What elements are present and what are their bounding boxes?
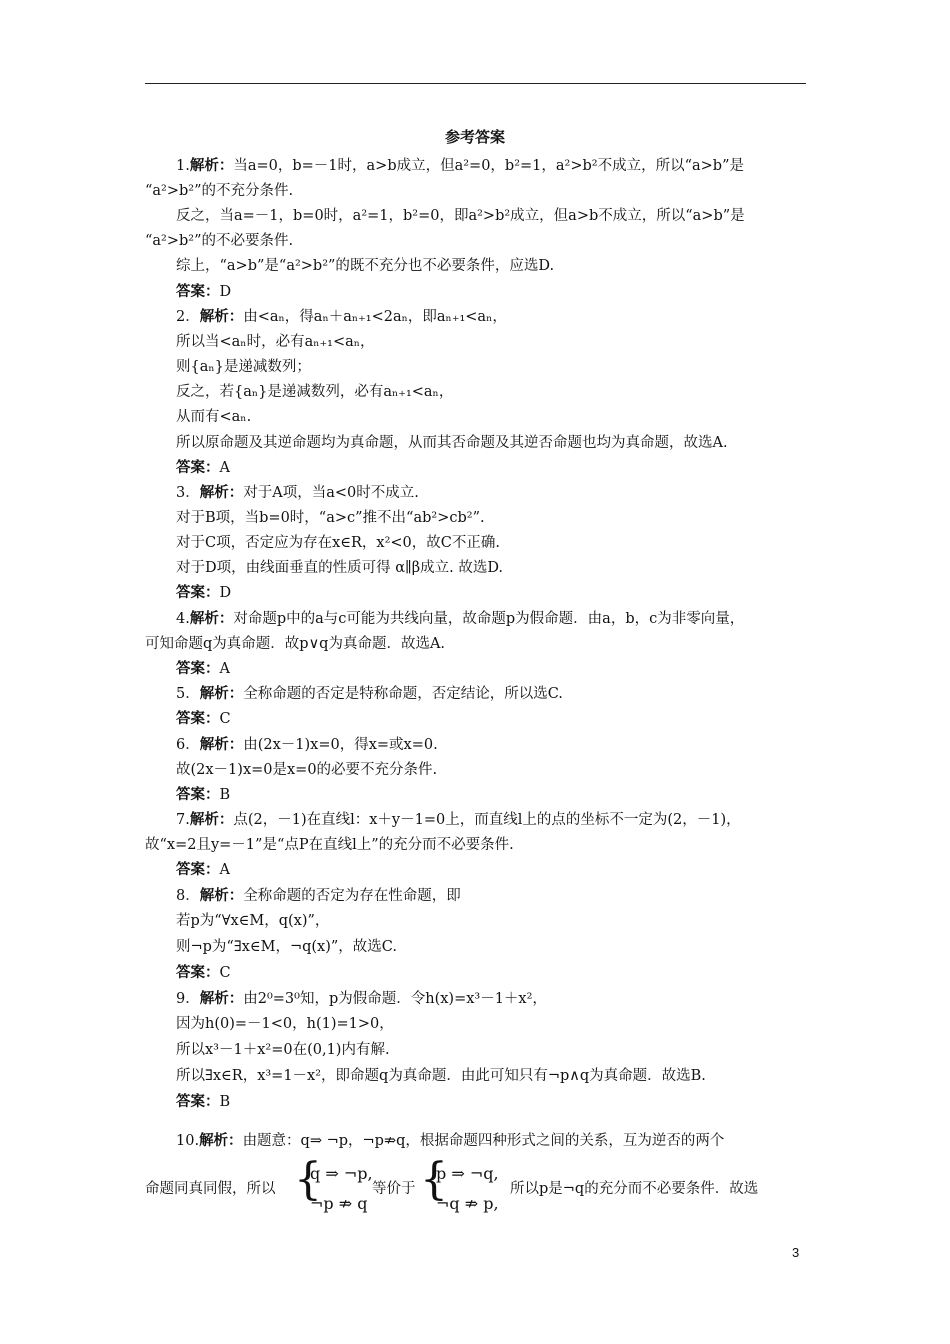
p10-line-1 [176,1131,724,1151]
p6-answer-label: 答案： [176,787,220,803]
p9-answer-value: B [219,1094,231,1110]
p2-number: 2． [176,309,200,325]
p10-system-2-top: p ⇒ ¬q, [436,1164,499,1183]
p6-answer-value: B [219,787,231,803]
p6-number: 6． [176,737,200,753]
p4-analysis-label: 解析： [189,611,234,627]
p10-number: 10. [176,1133,200,1149]
p10-text-1: 由题意：q⇒ ¬p，¬p⇏q，根据命题四种形式之间的关系，互为逆否的两个 [242,1133,725,1149]
p2-answer-value: A [219,460,230,476]
p3-line-2: 对于B项，当b=0时，“a>c”推不出“ab²>cb²”. [176,510,485,526]
p1-number: 1. [176,158,190,174]
p8-answer-value: C [219,965,231,981]
p8-number: 8． [176,888,200,904]
p1-line-4: “a²>b²”的不必要条件. [145,233,294,249]
p10-line-2a: 命题同真同假，所以 [145,1181,276,1197]
p7-line-1 [176,810,741,830]
p7-number: 7. [176,812,190,828]
p3-line-3: 对于C项，否定应为存在x∈R，x²<0，故C不正确. [176,535,500,551]
left-brace-2: { [420,1154,448,1205]
p2-line-2: 所以当<aₙ时，必有aₙ₊₁<aₙ， [176,334,375,350]
p10-line-2b: 等价于 [372,1181,416,1197]
p9-line-3: 所以x³－1＋x²=0在(0,1)内有解. [176,1042,390,1058]
p10-system-1-bottom: ¬p ⇏ q [310,1194,368,1213]
p1-answer [176,282,231,302]
p5-text-1: 全称命题的否定是特称命题，否定结论，所以选C. [243,686,563,702]
p2-answer [176,458,230,478]
p8-line-1 [176,886,461,906]
p6-line-2: 故(2x－1)x=0是x=0的必要不充分条件. [176,762,438,778]
p10-line-2c: 所以p是¬q的充分而不必要条件．故选 [510,1181,759,1197]
p8-text-1: 全称命题的否定为存在性命题，即 [243,888,461,904]
p9-analysis-label: 解析： [199,991,244,1007]
p5-answer-label: 答案： [176,711,220,727]
p1-line-2: “a²>b²”的不充分条件. [145,183,294,199]
p7-answer-value: A [219,862,230,878]
p8-line-3: 则¬p为“∃x∈M，¬q(x)”，故选C. [176,939,397,955]
p3-answer [176,583,231,603]
p8-analysis-label: 解析： [199,888,244,904]
p9-text-1: 由2⁰=3⁰知，p为假命题．令h(x)=x³－1＋x²， [243,991,547,1007]
p1-text-1: 当a=0，b=－1时，a>b成立，但a²=0，b²=1，a²>b²不成立，所以“a>b”是 [233,158,744,174]
p9-line-2: 因为h(0)=－1<0，h(1)=1>0， [176,1016,394,1032]
p2-line-1 [176,307,507,327]
p4-text-1: 对命题p中的a与c可能为共线向量，故命题p为假命题．由a，b，c为非零向量， [233,611,745,627]
p9-answer [176,1092,230,1112]
p10-system-2-bottom: ¬q ⇏ p, [436,1194,499,1213]
p8-line-2: 若p为“∀x∈M，q(x)”， [176,913,330,929]
p5-answer [176,709,231,729]
p2-answer-label: 答案： [176,460,220,476]
p5-line-1 [176,684,563,704]
p6-text-1: 由(2x－1)x=0，得x=或x=0. [243,737,438,753]
p2-analysis-label: 解析： [199,309,244,325]
p9-line-1 [176,989,547,1009]
p10-analysis-label: 解析： [199,1133,243,1149]
p10-system-1-top: q ⇒ ¬p, [310,1164,373,1183]
p7-answer-label: 答案： [176,862,220,878]
p2-line-5: 从而有<aₙ. [176,409,252,425]
p3-answer-label: 答案： [176,585,220,601]
p2-line-3: 则{aₙ}是递减数列； [176,359,311,375]
p5-answer-value: C [219,711,231,727]
p5-analysis-label: 解析： [199,686,244,702]
left-brace-1: { [294,1154,322,1205]
p8-answer [176,963,231,983]
p2-text-1: 由<aₙ，得aₙ＋aₙ₊₁<2aₙ，即aₙ₊₁<aₙ， [243,309,507,325]
p7-line-2: 故“x=2且y=－1”是“点P在直线l上”的充分而不必要条件. [145,837,514,853]
p7-analysis-label: 解析： [189,812,234,828]
p6-analysis-label: 解析： [199,737,244,753]
p5-number: 5． [176,686,200,702]
p3-answer-value: D [219,585,232,601]
page-number: 3 [792,1245,800,1260]
p3-analysis-label: 解析： [199,485,244,501]
p1-line-1 [176,156,744,176]
p3-line-4: 对于D项，由线面垂直的性质可得 α∥β成立. 故选D. [176,560,504,576]
p1-answer-label: 答案： [176,284,220,300]
p8-answer-label: 答案： [176,965,220,981]
p4-line-2: 可知命题q为真命题．故p∨q为真命题．故选A. [145,636,446,652]
header-rule [145,83,806,84]
p4-answer [176,659,230,679]
p9-answer-label: 答案： [176,1094,220,1110]
p3-text-1: 对于A项，当a<0时不成立. [243,485,419,501]
p1-analysis-label: 解析： [189,158,234,174]
p4-line-1 [176,609,744,629]
p6-answer [176,785,230,805]
p1-line-3: 反之，当a=－1，b=0时，a²=1，b²=0，即a²>b²成立，但a>b不成立，所以“a>b”是 [176,208,745,224]
p3-line-1 [176,483,419,503]
p4-number: 4. [176,611,190,627]
p9-line-4: 所以∃x∈R，x³=1－x²，即命题q为真命题．由此可知只有¬p∧q为真命题．故选B. [176,1068,706,1084]
p7-answer [176,860,230,880]
p2-line-4: 反之，若{aₙ}是递减数列，必有aₙ₊₁<aₙ， [176,384,454,400]
p2-line-6: 所以原命题及其逆命题均为真命题，从而其否命题及其逆否命题也均为真命题，故选A. [176,435,728,451]
p1-answer-value: D [219,284,232,300]
p9-number: 9． [176,991,200,1007]
p1-line-5: 综上，“a>b”是“a²>b²”的既不充分也不必要条件，应选D. [176,258,555,274]
p4-answer-value: A [219,661,230,677]
p6-line-1 [176,735,438,755]
page-title: 参考答案 [444,128,505,146]
p7-text-1: 点(2，－1)在直线l：x＋y－1=0上，而直线l上的点的坐标不一定为(2，－1)， [233,812,741,828]
p3-number: 3． [176,485,200,501]
p4-answer-label: 答案： [176,661,220,677]
